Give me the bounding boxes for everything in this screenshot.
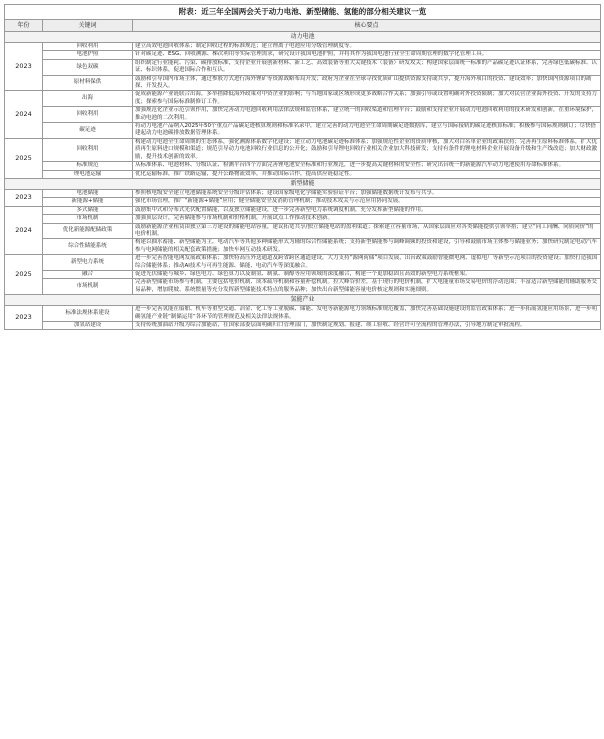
keyword-cell: 绿色双碳 <box>43 59 133 75</box>
year-cell: 2023 <box>5 43 43 91</box>
keyword-cell: 优化新能源配储政策 <box>43 223 133 239</box>
year-cell: 2024 <box>5 206 43 254</box>
core-points-cell: 促成新能源产业链联合出海，多举措降低海外政策对中资企业的影响；与当地国家或区域形成更多战略合作关系；加强引导或设置明确对外投资限制；加大对民营企业海外投资、开发的支持力度；探索参与国际标准制修订工作。 <box>133 91 601 107</box>
table-row <box>5 51 601 59</box>
keyword-cell: 标准规范 <box>43 162 133 170</box>
core-points-cell: 鼓励和引导国内市场主体，通过参股方式进行海外锂矿等资源战略布局开发；政府为企业在全球寻找优质矿山提供资源支持或共享，提升海外项目的投资、建设效率；加快国内资源项目的勘探、开发投入。 <box>133 75 601 91</box>
table-row <box>5 206 601 214</box>
core-points-cell: 将动力电池产品纳入2025年50个重点产品碳足迹核算规则和标准名录中，建立完善的动力电池全生命周期碳足迹数据库，建立与国际接轨的碳足迹核算标准；积极参与国际规则制订；尽快搭建起动力电池碳排放数据管理体系。 <box>133 123 601 139</box>
year-cell: 2024 <box>5 91 43 138</box>
header-year: 年份 <box>5 20 43 32</box>
table-row <box>5 270 601 278</box>
keyword-cell: 电池护照 <box>43 51 133 59</box>
table-body <box>5 32 601 330</box>
section-row <box>5 295 601 306</box>
table-row <box>5 215 601 223</box>
core-points-cell: 鼓励集中式和分布式光伏配置储能，以及独立储能建设，进一步完善新型电力系统调度机制，充分发挥新型储能的作用。 <box>133 206 601 214</box>
keyword-cell: 市场机制 <box>43 215 133 223</box>
core-points-cell: 加强规范化企业示范引领作用，加快完善动力电池回收利用法律法规和监管体系，建立统一的回收渠道和管理平台；鼓励和支持企业开展动力电池回收利用的技术研发和创新，在重环境保护，推动电池的二次利用。 <box>133 107 601 123</box>
keyword-cell: 新型电力系统 <box>43 255 133 271</box>
keyword-cell: 回收利用 <box>43 138 133 161</box>
core-points-cell: 构建以抽水蓄能、新型储能为主，电动汽车等其他多种储能形式为辅的综合性储能系统；支持新型储能参与调峰调频的投资和建设，引导和鼓励市场主体参与储能业务；加快研究制定电动汽车参与电网储能的相关配套政策措施；加快车网互动技术研发。 <box>133 239 601 255</box>
table-row <box>5 43 601 51</box>
table-row <box>5 162 601 170</box>
keyword-cell: 市场机制 <box>43 279 133 295</box>
section-row <box>5 32 601 43</box>
core-points-cell: 完善新型储能市场参与机制，主要包括电价机制、成本疏导机制和容量补偿机制。拉大峰谷价差，基于现行的电价机制，扩大电能量市场交易电价的浮动范围；丰富适合新型储能的辅助服务交易品种，增加爬坡、系统惯量等充分发挥新型储能技术特点的服务品种；加快出台新型储能容量电价核定规则和实施细则。 <box>133 279 601 295</box>
keyword-cell: 碳足迹 <box>43 123 133 139</box>
core-points-cell: 参照核电级安全建立电池储能系统安全分级评估体系；建设国家级电化学储能实验验证平台；加强储能数据统计发布与共享。 <box>133 189 601 197</box>
section-title: 动力电池 <box>5 32 601 43</box>
year-cell: 2023 <box>5 306 43 330</box>
policy-table <box>4 4 601 330</box>
core-points-cell: 构建动力电池全生命周期的生态体系，强化溯源体系数字化建设；建立动力电池碳足迹标准体系；加强规范性企业的资质审核，加大对白名单企业的政策扶持；完善再生原料标准体系，扩大优质再生原料进口规模和渠道；规范引导动力电池回收行业信息的公开化；鼓励和引导锂电回收行业相关企业加大科技研发；支持有条件的锂电材料企业开展设备升级和生产线改造；加大财政激励，提升技术创新的效率。 <box>133 138 601 161</box>
header-core-points: 核心要点 <box>133 20 601 32</box>
table-row <box>5 223 601 239</box>
table-row <box>5 239 601 255</box>
core-points-cell: 组织制定行业能耗、污染、碳排放标准，支持企业开展创新材料、新工艺、高效装备等重大关键技术（装备）研发攻关；构建国家层面统一标准的产品碳足迹认证体系，完善绿色低碳标准、认证、标识体系，促进国际合作和互认。 <box>133 59 601 75</box>
table-row <box>5 138 601 161</box>
core-points-cell: 建立高效电池回收体系；制定回收过程的标准规范；建立锂离子电池应用分级管理制度等。 <box>133 43 601 51</box>
keyword-cell: 综合性储能系统 <box>43 239 133 255</box>
core-points-cell: 从标准体系、电池材料、分级认证、检测平台四个方面完善锂电池安全标准和行业规范，进一步提高关键材料的安全性；研究出台统一的新能源汽车动力电池使用寿命标准体系。 <box>133 162 601 170</box>
header-keyword: 关键词 <box>43 20 133 32</box>
table-row <box>5 107 601 123</box>
keyword-cell: 加氢站建设 <box>43 322 133 330</box>
year-cell: 2025 <box>5 255 43 295</box>
keyword-cell: 原材料保供 <box>43 75 133 91</box>
table-row <box>5 255 601 271</box>
appendix-table-document <box>4 4 600 330</box>
table-row <box>5 279 601 295</box>
table-row <box>5 170 601 178</box>
table-row <box>5 123 601 139</box>
keyword-cell: 回收利用 <box>43 107 133 123</box>
core-points-cell: 进一步完善氢能在船舶、机车等重型交通、冶金、化工等工业脱碳、储能、发电等新能源电力领域标准规范覆盖，加快完善基础设施建设的监管政策体系；进一步拓展氢能应用场景，进一步明确氢能产业链“制储运用”各环节的管理规范及相关法律法规体系。 <box>133 306 601 322</box>
section-row <box>5 178 601 189</box>
keyword-cell: 出海 <box>43 91 133 107</box>
keyword-cell: 多式储能 <box>43 206 133 214</box>
table-row <box>5 59 601 75</box>
core-points-cell: 加强顶层设计，完善储能参与市场机制和价格机制，开展试点工作推动技术创新。 <box>133 215 601 223</box>
table-row <box>5 189 601 197</box>
table-row <box>5 75 601 91</box>
core-points-cell: 支持传统加油站升级为综合加能站，在国家部委层面明确归口管理部门，加快制定规划、报建、竣工验收、经营许可全流程的管理办法，引导地方制定审批流程。 <box>133 322 601 330</box>
keyword-cell: 融合 <box>43 270 133 278</box>
keyword-cell: 新能源+储能 <box>43 198 133 206</box>
keyword-cell: 锂电池运输 <box>43 170 133 178</box>
section-title: 氢能产业 <box>5 295 601 306</box>
keyword-cell: 标准法规体系建设 <box>43 306 133 322</box>
core-points-cell: 强化市场管理，推广“新能源+储能”应用；健全储能安全及消防管理机制；推动技术攻关与示范应用协同发展。 <box>133 198 601 206</box>
table-row <box>5 198 601 206</box>
table-row <box>5 91 601 107</box>
core-points-cell: 优化运输标准，推广铁路运输，提升公路物流效率，并推动国际合作，提高供应链稳定性。 <box>133 170 601 178</box>
table-row <box>5 322 601 330</box>
core-points-cell: 针对碳足迹、ESG、回收溯源、梯次利用等实际管理需求，研究设计我国电池护照，并将其作为我国电池行业全生命周期管理的数字化管理工具。 <box>133 51 601 59</box>
keyword-cell: 电池储能 <box>43 189 133 197</box>
table-row <box>5 306 601 322</box>
year-cell: 2023 <box>5 189 43 206</box>
table-title: 附表：近三年全国两会关于动力电池、新型储能、氢能的部分相关建议一览 <box>5 5 601 20</box>
year-cell: 2025 <box>5 138 43 178</box>
core-points-cell: 促进光伏储能与城乡、绿色电力、绿色算力以及制氢、制氨、制醇等应用领域的深度融合，构建一个更加稳固且高效的新型电力系统框架。 <box>133 270 601 278</box>
core-points-cell: 进一步完善智能电网发展政策体系；加快特高压外送通道及跨省跨区通道建设，大力支持“源网荷储”项目发展，出台政策鼓励智能微电网、虚拟电厂等新型示范项目的投资建设；加快打造我国综合储能体系；推动AI技术与可再生能源、储能、电动汽车等深度融合。 <box>133 255 601 271</box>
core-points-cell: 鼓励新能源企业租赁由独立第三方建设的储能电站容量，建议拓宽共享/独立储能电站的盈利渠道；探索建立容量市场，从国家层面应对各类储能提供引领举措；建立“同工同酬、同质同价”的电价机制。 <box>133 223 601 239</box>
section-title: 新型储能 <box>5 178 601 189</box>
keyword-cell: 回收利用 <box>43 43 133 51</box>
